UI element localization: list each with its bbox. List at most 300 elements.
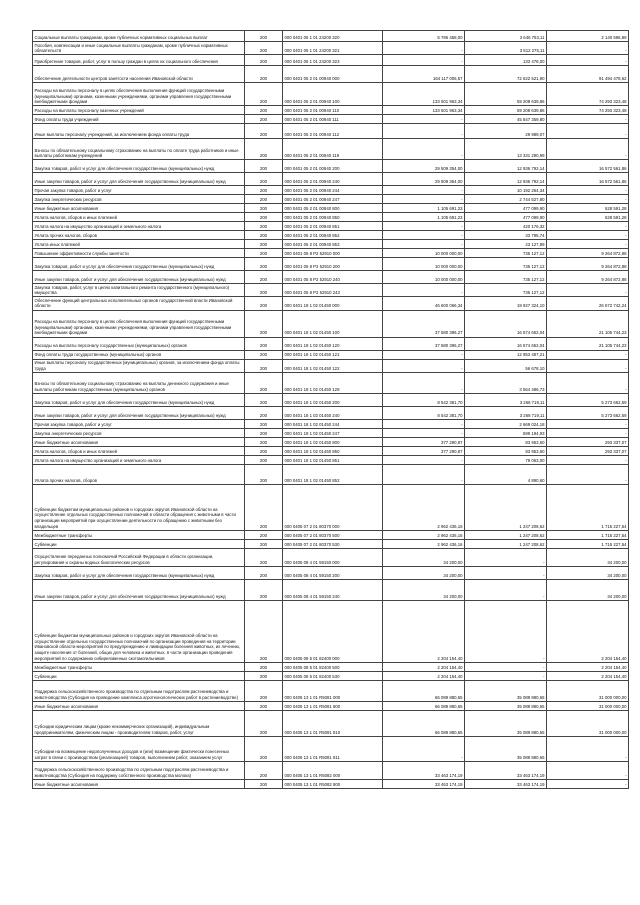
row-kbk-cell: 000 0401 05 1 01 24200 321 [283,42,383,55]
executed-amount-cell: 23 127,89 [465,240,547,249]
executed-amount-cell: 3 268 719,11 [465,406,547,419]
row-name-cell: Фонд оплаты труда учреждений [33,115,245,124]
table-row [33,284,629,297]
row-name-cell: Социальные выплаты гражданам, кроме публичных нормативных социальных выплат [33,31,245,42]
table-row [33,195,629,204]
row-code-cell: 200 [245,115,283,124]
table-row [33,31,629,42]
row-code-cell: 200 [245,359,283,372]
approved-amount-cell: 5 786 458,00 [383,31,465,42]
table-row [33,419,629,428]
table-row [33,372,629,393]
executed-amount-cell: 10 192 264,34 [465,186,547,195]
row-code-cell: 200 [245,186,283,195]
executed-amount-cell: 735 127,12 [465,284,547,297]
unexecuted-amount-cell: 34 200,00 [547,579,629,600]
unexecuted-amount-cell: 628 591,28 [547,204,629,213]
approved-amount-cell: 1 105 691,23 [383,204,465,213]
unexecuted-amount-cell: - [547,195,629,204]
table-row [33,55,629,66]
unexecuted-amount-cell: - [547,240,629,249]
unexecuted-amount-cell: - [547,359,629,372]
executed-amount-cell: 33 795,74 [465,231,547,240]
row-kbk-cell: 000 0405 13 1 01 R5081 800 [283,701,383,710]
table-row [33,736,629,761]
row-name-cell: Обеспечение деятельности центров занятости населения Ивановской области [33,66,245,83]
row-kbk-cell: 000 0401 05 2 01 00940 800 [283,204,383,213]
approved-amount-cell: - [383,240,465,249]
table-row [33,337,629,350]
row-name-cell: Иные бюджетные ассигнования [33,779,245,788]
row-name-cell: Иные выплаты персоналу государственных (муниципальных) органов, за исключением фонда оплаты труда [33,359,245,372]
executed-amount-cell: 35 089 880,65 [465,701,547,710]
row-name-cell: Закупка товаров, работ и услуг для обеспечения государственных (муниципальных) нужд [33,160,245,173]
row-code-cell: 200 [245,310,283,337]
row-code-cell: 200 [245,258,283,271]
row-kbk-cell: 000 0405 13 1 01 R5081 811 [283,736,383,761]
unexecuted-amount-cell: 31 000 000,00 [547,701,629,710]
unexecuted-amount-cell: 628 591,28 [547,213,629,222]
executed-amount-cell: 72 622 521,90 [465,66,547,83]
row-name-cell: Субсидии на возмещение недополученных доходов и (или) возмещение фактически понесенных затрат в связи с производством (реализацией) товаров, выполнением работ, оказанием услуг [33,736,245,761]
table-row [33,106,629,115]
approved-amount-cell: 2 204 154,40 [383,600,465,662]
approved-amount-cell: - [383,124,465,139]
executed-amount-cell: - [465,579,547,600]
row-kbk-cell: 000 0401 18 1 02 01450 100 [283,310,383,337]
row-name-cell: Поддержка сельскохозяйственного производства по отдельным подотраслям растениеводства и животноводства (Субсидия на поддержку собственного производства молока) [33,761,245,779]
table-row [33,222,629,231]
unexecuted-amount-cell: - [547,55,629,66]
approved-amount-cell: - [383,115,465,124]
approved-amount-cell: 33 463 174,19 [383,761,465,779]
table-row [33,671,629,680]
row-code-cell: 200 [245,393,283,406]
row-name-cell: Осуществление переданных полномочий Российской Федерации в области организации, регулирования и охраны водных биологических ресурсов [33,548,245,566]
approved-amount-cell: - [383,195,465,204]
row-code-cell: 200 [245,600,283,662]
approved-amount-cell: - [383,419,465,428]
approved-amount-cell: - [383,428,465,437]
executed-amount-cell: 56 678,10 [465,359,547,372]
unexecuted-amount-cell: 31 000 000,00 [547,710,629,736]
unexecuted-amount-cell: 21 105 744,23 [547,310,629,337]
table-row [33,297,629,310]
row-kbk-cell: 000 0401 05 2 01 00940 853 [283,240,383,249]
row-kbk-cell: 000 0405 13 1 01 R5081 000 [283,680,383,701]
row-kbk-cell: 000 0401 05 1 01 24200 320 [283,31,383,42]
unexecuted-amount-cell: 2 204 154,40 [547,671,629,680]
executed-amount-cell: 477 099,90 [465,213,547,222]
executed-amount-cell: 59 208 639,86 [465,106,547,115]
table-row [33,710,629,736]
executed-amount-cell: 12 936 792,14 [465,173,547,186]
table-row [33,437,629,446]
table-row [33,204,629,213]
executed-amount-cell: 735 127,12 [465,249,547,258]
approved-amount-cell: - [383,372,465,393]
unexecuted-amount-cell: 5 273 662,59 [547,393,629,406]
row-name-cell: Закупка товаров, работ и услуг для обеспечения государственных (муниципальных) нужд [33,258,245,271]
row-code-cell: 200 [245,204,283,213]
row-code-cell: 200 [245,779,283,788]
approved-amount-cell: 66 089 880,65 [383,680,465,701]
row-code-cell: 200 [245,83,283,106]
row-code-cell: 200 [245,680,283,701]
table-row [33,662,629,671]
row-kbk-cell: 000 0401 18 1 02 01450 850 [283,446,383,455]
row-name-cell: Расходы на выплаты персоналу в целях обеспечения выполнения функций государственными (муниципальными) органами, казенными учреждениями, органами управления государственными внебюджетными фондами [33,310,245,337]
executed-amount-cell: 420 176,32 [465,222,547,231]
unexecuted-amount-cell: - [547,779,629,788]
row-kbk-cell: 000 0401 05 2 01 00940 852 [283,231,383,240]
row-kbk-cell: 000 0401 05 2 01 00940 119 [283,139,383,160]
row-kbk-cell: 000 0401 18 1 02 01450 851 [283,455,383,464]
table-row [33,530,629,539]
approved-amount-cell: - [383,455,465,464]
row-name-cell: Иные выплаты персоналу учреждений, за исключением фонда оплаты труда [33,124,245,139]
executed-amount-cell: - [465,671,547,680]
table-row [33,566,629,579]
row-kbk-cell: 000 0401 18 1 02 01450 240 [283,406,383,419]
row-code-cell: 200 [245,249,283,258]
unexecuted-amount-cell: 2 140 596,89 [547,31,629,42]
unexecuted-amount-cell: - [547,464,629,484]
unexecuted-amount-cell: 74 293 323,48 [547,83,629,106]
approved-amount-cell: 37 580 396,27 [383,337,465,350]
row-name-cell: Уплата налога на имущество организаций и земельного налога [33,222,245,231]
table-row [33,701,629,710]
approved-amount-cell: - [383,55,465,66]
row-name-cell: Прочая закупка товаров, работ и услуг [33,419,245,428]
row-kbk-cell: 000 0401 18 1 02 01450 000 [283,297,383,310]
row-code-cell: 200 [245,222,283,231]
table-row [33,600,629,662]
row-kbk-cell: 000 0401 18 1 02 01450 121 [283,350,383,359]
unexecuted-amount-cell: - [547,455,629,464]
table-row [33,249,629,258]
row-kbk-cell: 000 0401 18 1 02 01450 247 [283,428,383,437]
executed-amount-cell: 2 669 024,18 [465,419,547,428]
executed-amount-cell: 735 127,12 [465,271,547,284]
approved-amount-cell: 133 501 963,34 [383,106,465,115]
executed-amount-cell: 16 574 652,04 [465,337,547,350]
row-name-cell: Уплата налогов, сборов и иных платежей [33,213,245,222]
approved-amount-cell: 29 509 354,00 [383,173,465,186]
executed-amount-cell: 13 331 290,99 [465,139,547,160]
row-code-cell: 200 [245,437,283,446]
executed-amount-cell: 16 574 652,04 [465,310,547,337]
row-name-cell: Уплата налогов, сборов и иных платежей [33,446,245,455]
unexecuted-amount-cell: 34 200,00 [547,566,629,579]
approved-amount-cell: - [383,186,465,195]
row-kbk-cell: 000 0401 05 8 P2 52910 243 [283,284,383,297]
table-row [33,173,629,186]
row-code-cell: 200 [245,539,283,548]
row-kbk-cell: 000 0401 05 2 01 00940 111 [283,115,383,124]
row-name-cell: Расходы на выплаты персоналу казенных учреждений [33,106,245,115]
table-row [33,393,629,406]
row-code-cell: 200 [245,579,283,600]
row-kbk-cell: 000 0405 07 2 01 80370 000 [283,484,383,530]
table-row [33,115,629,124]
row-name-cell: Закупка товаров, работ, услуг в целях капитального ремонта государственного (муниципального) имущества [33,284,245,297]
table-row [33,455,629,464]
approved-amount-cell: 8 542 381,70 [383,406,465,419]
approved-amount-cell: - [383,139,465,160]
row-code-cell: 200 [245,55,283,66]
executed-amount-cell: 133 478,00 [465,55,547,66]
table-row [33,680,629,701]
row-code-cell: 200 [245,350,283,359]
executed-amount-cell: - [465,548,547,566]
approved-amount-cell: - [383,222,465,231]
executed-amount-cell: 2 744 527,80 [465,195,547,204]
row-kbk-cell: 000 0401 18 1 02 01450 244 [283,419,383,428]
unexecuted-amount-cell: 9 264 872,88 [547,271,629,284]
row-kbk-cell: 000 0405 13 1 01 R5082 000 [283,761,383,779]
table-row [33,539,629,548]
approved-amount-cell: 46 600 066,34 [383,297,465,310]
table-row [33,240,629,249]
row-code-cell: 200 [245,139,283,160]
row-kbk-cell: 000 0401 05 2 01 00940 200 [283,160,383,173]
unexecuted-amount-cell: - [547,139,629,160]
table-body [33,31,629,789]
row-code-cell: 200 [245,195,283,204]
executed-amount-cell: 83 953,60 [465,437,547,446]
executed-amount-cell: - [465,566,547,579]
executed-amount-cell: - [465,662,547,671]
executed-amount-cell: 35 089 880,65 [465,710,547,736]
row-code-cell: 200 [245,671,283,680]
row-code-cell: 200 [245,455,283,464]
approved-amount-cell: 1 105 691,23 [383,213,465,222]
row-name-cell: Субсидии юридическим лицам (кроме некоммерческих организаций), индивидуальным предпринимателям, физическим лицам - производителям товаров, работ, услуг [33,710,245,736]
row-code-cell: 200 [245,484,283,530]
executed-amount-cell: 59 208 639,86 [465,83,547,106]
executed-amount-cell: - [465,600,547,662]
table-row [33,406,629,419]
unexecuted-amount-cell: 34 200,00 [547,548,629,566]
unexecuted-amount-cell: 74 293 323,48 [547,106,629,115]
executed-amount-cell: 19 927 324,10 [465,297,547,310]
executed-amount-cell: 3 512 275,11 [465,42,547,55]
row-code-cell: 200 [245,106,283,115]
table-row [33,124,629,139]
row-kbk-cell: 000 0401 05 2 01 00940 240 [283,173,383,186]
row-kbk-cell: 000 0401 18 1 02 01450 129 [283,372,383,393]
executed-amount-cell: 1 247 208,62 [465,484,547,530]
executed-amount-cell: 33 463 174,19 [465,779,547,788]
row-kbk-cell: 000 0401 05 2 01 00940 110 [283,106,383,115]
approved-amount-cell: 37 580 396,27 [383,310,465,337]
table-row [33,779,629,788]
row-name-cell: Иные бюджетные ассигнования [33,701,245,710]
unexecuted-amount-cell: 2 204 154,40 [547,662,629,671]
row-code-cell: 200 [245,701,283,710]
unexecuted-amount-cell: 2 204 154,40 [547,600,629,662]
row-name-cell: Поддержка сельскохозяйственного производства по отдельным подотраслям растениеводства и животноводства (Субсидия на проведение комплекса агротехнологических работ в растениеводстве) [33,680,245,701]
row-kbk-cell: 000 0401 18 1 02 01450 852 [283,464,383,484]
unexecuted-amount-cell: - [547,42,629,55]
row-name-cell: Закупка товаров, работ и услуг для обеспечения государственных (муниципальных) нужд [33,393,245,406]
approved-amount-cell: - [383,42,465,55]
table-row [33,258,629,271]
approved-amount-cell: 34 200,00 [383,566,465,579]
executed-amount-cell: 1 247 208,62 [465,539,547,548]
row-name-cell: Иные закупки товаров, работ и услуг для обеспечения государственных (муниципальных) нужд [33,173,245,186]
row-code-cell: 200 [245,160,283,173]
approved-amount-cell: 10 000 000,00 [383,271,465,284]
approved-amount-cell: - [383,736,465,761]
row-code-cell: 200 [245,761,283,779]
row-name-cell: Приобретение товаров, работ, услуг в пользу граждан в целях их социального обеспечения [33,55,245,66]
unexecuted-amount-cell: 293 337,07 [547,437,629,446]
row-name-cell: Закупка товаров, работ и услуг для обеспечения государственных (муниципальных) нужд [33,566,245,579]
row-code-cell: 200 [245,213,283,222]
report-page [32,30,627,789]
unexecuted-amount-cell: 21 105 744,23 [547,337,629,350]
approved-amount-cell: 377 290,87 [383,437,465,446]
row-code-cell: 200 [245,173,283,186]
executed-amount-cell: 35 089 880,65 [465,680,547,701]
row-kbk-cell: 000 0405 07 2 01 80370 500 [283,530,383,539]
row-kbk-cell: 000 0401 18 1 02 01450 122 [283,359,383,372]
row-kbk-cell: 000 0401 18 1 02 01450 120 [283,337,383,350]
unexecuted-amount-cell: - [547,186,629,195]
row-name-cell: Обеспечение функций центральных исполнительных органов государственной власти Ивановской области [33,297,245,310]
executed-amount-cell: 3 268 719,11 [465,393,547,406]
approved-amount-cell: 34 200,00 [383,548,465,566]
row-code-cell: 200 [245,566,283,579]
row-code-cell: 200 [245,240,283,249]
row-name-cell: Субвенции [33,539,245,548]
row-code-cell: 200 [245,271,283,284]
row-name-cell: Пособия, компенсации и иные социальные выплаты гражданам, кроме публичных нормативных обязательств [33,42,245,55]
unexecuted-amount-cell: - [547,350,629,359]
table-row [33,213,629,222]
unexecuted-amount-cell: 1 715 227,54 [547,530,629,539]
executed-amount-cell: 477 099,90 [465,204,547,213]
unexecuted-amount-cell: - [547,231,629,240]
executed-amount-cell: 33 463 174,19 [465,761,547,779]
table-row [33,359,629,372]
unexecuted-amount-cell: 5 273 662,59 [547,406,629,419]
approved-amount-cell: 377 290,87 [383,446,465,455]
table-row [33,446,629,455]
row-name-cell: Прочая закупка товаров, работ и услуг [33,186,245,195]
row-kbk-cell: 000 0401 05 2 01 00940 850 [283,213,383,222]
row-name-cell: Иные закупки товаров, работ и услуг для обеспечения государственных (муниципальных) нужд [33,271,245,284]
executed-amount-cell: 1 247 208,62 [465,530,547,539]
row-kbk-cell: 000 0401 05 8 P2 52910 000 [283,249,383,258]
row-code-cell: 200 [245,446,283,455]
row-name-cell: Фонд оплаты труда государственных (муниципальных) органов [33,350,245,359]
unexecuted-amount-cell: - [547,761,629,779]
unexecuted-amount-cell: - [547,372,629,393]
approved-amount-cell: 66 089 880,65 [383,701,465,710]
approved-amount-cell: 8 542 381,70 [383,393,465,406]
approved-amount-cell: - [383,231,465,240]
approved-amount-cell: 10 000 000,00 [383,258,465,271]
approved-amount-cell: 66 089 880,65 [383,710,465,736]
table-row [33,761,629,779]
table-row [33,464,629,484]
row-code-cell: 200 [245,42,283,55]
approved-amount-cell: 34 200,00 [383,579,465,600]
row-kbk-cell: 000 0401 05 8 P2 52910 240 [283,271,383,284]
row-code-cell: 200 [245,231,283,240]
row-name-cell: Повышение эффективности службы занятости [33,249,245,258]
table-row [33,66,629,83]
row-name-cell: Иные бюджетные ассигнования [33,437,245,446]
row-code-cell: 200 [245,337,283,350]
row-code-cell: 200 [245,736,283,761]
row-name-cell: Уплата прочих налогов, сборов [33,464,245,484]
table-row [33,350,629,359]
unexecuted-amount-cell: 91 494 478,62 [547,66,629,83]
unexecuted-amount-cell: 9 264 872,88 [547,258,629,271]
executed-amount-cell: 12 936 792,14 [465,160,547,173]
row-kbk-cell: 000 0401 18 1 02 01450 800 [283,437,383,446]
table-row [33,139,629,160]
approved-amount-cell: - [383,464,465,484]
row-name-cell: Закупка энергетических ресурсов [33,195,245,204]
approved-amount-cell: 33 463 174,19 [383,779,465,788]
unexecuted-amount-cell: 1 715 227,54 [547,484,629,530]
table-row [33,310,629,337]
unexecuted-amount-cell: - [547,419,629,428]
row-code-cell: 200 [245,428,283,437]
row-kbk-cell: 000 0405 07 2 01 80370 530 [283,539,383,548]
executed-amount-cell: 29 989,07 [465,124,547,139]
unexecuted-amount-cell: 16 572 561,86 [547,160,629,173]
row-name-cell: Взносы по обязательному социальному страхованию на выплаты денежного содержания и иные выплаты работникам государственных (муниципальных) органов [33,372,245,393]
row-name-cell: Субвенции [33,671,245,680]
budget-execution-table [32,30,629,789]
unexecuted-amount-cell: 16 572 561,86 [547,173,629,186]
row-name-cell: Уплата иных платежей [33,240,245,249]
unexecuted-amount-cell: 1 715 227,54 [547,539,629,548]
executed-amount-cell: 35 089 880,65 [465,736,547,761]
executed-amount-cell: 4 890,60 [465,464,547,484]
row-code-cell: 200 [245,530,283,539]
row-kbk-cell: 000 0401 05 2 01 00940 112 [283,124,383,139]
unexecuted-amount-cell: 9 264 872,88 [547,249,629,258]
unexecuted-amount-cell: - [547,284,629,297]
row-name-cell: Иные закупки товаров, работ и услуг для обеспечения государственных (муниципальных) нужд [33,406,245,419]
approved-amount-cell: 2 962 436,16 [383,530,465,539]
executed-amount-cell: 83 953,60 [465,446,547,455]
approved-amount-cell: 2 962 436,16 [383,539,465,548]
row-name-cell: Уплата прочих налогов, сборов [33,231,245,240]
row-kbk-cell: 000 0405 08 4 01 59150 240 [283,579,383,600]
table-row [33,271,629,284]
unexecuted-amount-cell: - [547,736,629,761]
row-code-cell: 200 [245,372,283,393]
approved-amount-cell: 29 509 354,00 [383,160,465,173]
row-kbk-cell: 000 0405 13 1 01 R5081 810 [283,710,383,736]
executed-amount-cell: 3 646 753,11 [465,31,547,42]
table-row [33,160,629,173]
row-code-cell: 200 [245,710,283,736]
table-row [33,484,629,530]
table-row [33,548,629,566]
approved-amount-cell: - [383,284,465,297]
approved-amount-cell: - [383,359,465,372]
row-name-cell: Иные закупки товаров, работ и услуг для обеспечения государственных (муниципальных) нужд [33,579,245,600]
